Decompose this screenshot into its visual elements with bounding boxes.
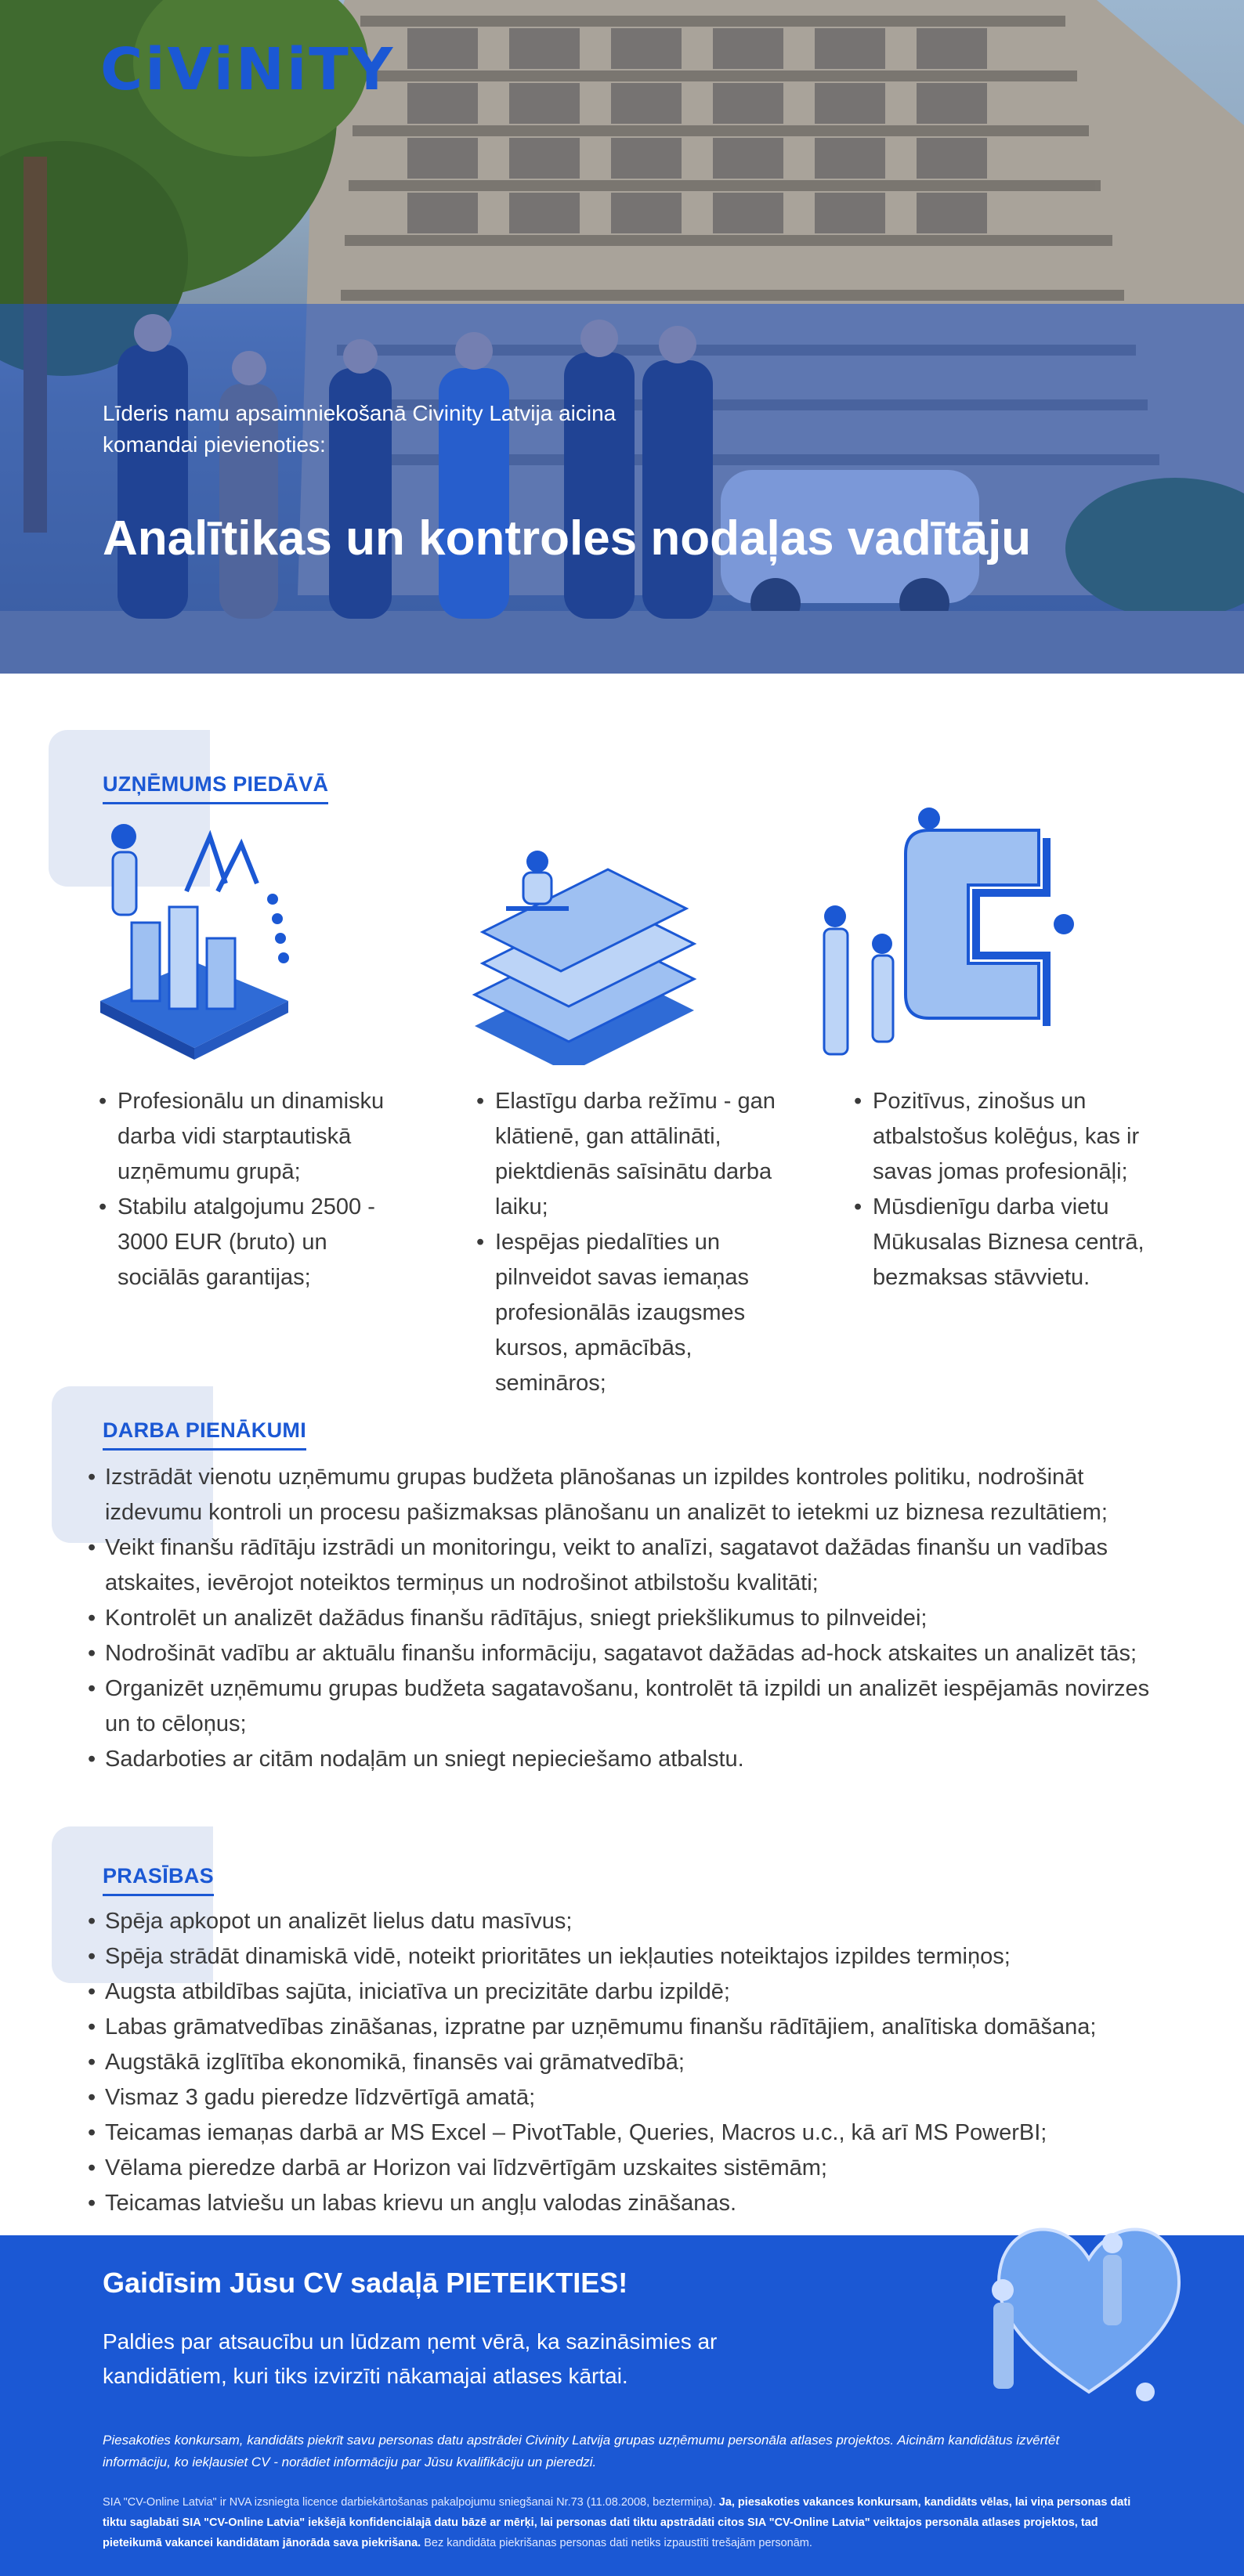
hero-intro-text: Līderis namu apsaimniekošanā Civinity Latvija aicina komandai pievienoties:	[103, 401, 617, 457]
list-item: • Organizēt uzņēmumu grupas budžeta sagatavošanu, kontrolēt tā izpildi un analizēt iespējamās novirzes un to cēloņus;	[88, 1671, 1153, 1742]
offer-item: • Profesionālu un dinamisku darba vidi starptautiskā uzņēmumu grupā;	[103, 1084, 409, 1190]
section-heading-offer: UZŅĒMUMS PIEDĀVĀ	[103, 772, 329, 796]
list-item: • Spēja strādāt dinamiskā vidē, noteikt prioritātes un iekļauties noteiktajos izpildes termiņos;	[88, 1939, 1153, 1974]
duties-list	[88, 1460, 1153, 1777]
list-item: • Augstākā izglītība ekonomikā, finansēs vai grāmatvedībā;	[88, 2045, 1153, 2080]
list-item: • Nodrošināt vadību ar aktuālu finanšu informāciju, sagatavot dažādas ad-hock atskaites un analizēt tās;	[88, 1636, 1153, 1671]
requirements-list	[88, 1904, 1153, 2221]
job-title: Analītikas un kontroles nodaļas vadītāju	[103, 511, 1032, 565]
list-item: • Veikt finanšu rādītāju izstrādi un monitoringu, veikt to analīzi, sagatavot dažādas finanšu un vadības atskaites, ievērojot noteiktos termiņus un nodrošinot atbilstošu kvalitāti;	[88, 1530, 1153, 1601]
list-item: • Teicamas iemaņas darbā ar MS Excel – PivotTable, Queries, Macros u.c., kā arī MS PowerBI;	[88, 2115, 1153, 2151]
hero-banner	[0, 0, 1244, 674]
list-item: • Augsta atbildības sajūta, iniciatīva un precizitāte darbu izpildē;	[88, 1974, 1153, 2010]
list-item: • Sadarboties ar citām nodaļām un sniegt nepieciešamo atbalstu.	[88, 1742, 1153, 1777]
hero-overlay-band	[0, 304, 1244, 674]
offer-item: • Mūsdienīgu darba vietu Mūkusalas Biznesa centrā, bezmaksas stāvvietu.	[859, 1190, 1180, 1295]
offer-column-2	[481, 1084, 802, 1401]
list-item: • Kontrolēt un analizēt dažādus finanšu rādītājus, sniegt priekšlikumus to pilnveidei;	[88, 1601, 1153, 1636]
books-reading-illustration-icon	[467, 846, 702, 1065]
offer-item: • Pozitīvus, zinošus un atbalstošus kolēģus, kas ir savas jomas profesionāļi;	[859, 1084, 1180, 1190]
list-item: • Vēlama pieredze darbā ar Horizon vai līdzvērtīgām uzskaites sistēmām;	[88, 2151, 1153, 2186]
offer-item: • Stabilu atalgojumu 2500 - 3000 EUR (bruto) un sociālās garantijas;	[103, 1190, 409, 1295]
legal-privacy-text: Bez kandidāta piekrišanas personas dati netiks izpaustīti trešajām personām.	[421, 2537, 812, 2549]
list-item: • Spēja apkopot un analizēt lielus datu masīvus;	[88, 1904, 1153, 1939]
cta-text: Paldies par atsaucību un lūdzam ņemt vērā, ka sazināsimies ar kandidātiem, kuri tiks izvirzīti nākamajai atlases kārtai.	[103, 2329, 718, 2388]
consent-note: Piesakoties konkursam, kandidāts piekrīt savu personas datu apstrādei Civinity Latvija grupas uzņēmumu personāla atlases projektos. Aicinām kandidātus izvērtēt informāciju, ko iekļausiet CV - norādiet informāciju par Jūsu kvalifikāciju un pieredzi.	[103, 2433, 1060, 2469]
growth-chart-illustration-icon	[92, 821, 296, 1064]
list-item: • Labas grāmatvedības zināšanas, izpratne par uzņēmumu finanšu rādītājiem, analītiska domāšana;	[88, 2010, 1153, 2045]
offer-item: • Iespējas piedalīties un pilnveidot savas iemaņas profesionālās izaugsmes kursos, apmācībās, semināros;	[481, 1225, 802, 1401]
legal-consent-text: Ja, piesakoties vakances konkursam, kandidāts vēlas, lai viņa personas dati tiktu saglabāti SIA "CV-Online Latvia" iekšējā konfidenciālajā datu bāzē ar mērķi, lai personas dati tiktu apstrādāti citos SIA "CV-Online Latvia" veiktajos personāla atlases projektos, tad pieteikumā vakancei kandidātam jānorāda sava piekrišana.	[103, 2496, 1131, 2549]
offer-column-3	[859, 1084, 1180, 1295]
legal-disclaimer	[103, 2492, 1152, 2553]
team-with-heart-illustration-icon	[971, 2188, 1206, 2423]
offer-column-1	[103, 1084, 409, 1295]
list-item: • Vismaz 3 gadu pieredze līdzvērtīgā amatā;	[88, 2080, 1153, 2115]
footer-cta	[0, 2235, 1244, 2576]
legal-license-text: SIA "CV-Online Latvia" ir NVA izsniegta licence darbiekārtošanas pakalpojumu sniegšanai Nr.73 (11.08.2008, beztermiņa).	[103, 2496, 719, 2509]
list-item: • Teicamas latviešu un labas krievu un angļu valodas zināšanas.	[88, 2186, 1153, 2221]
list-item: • Izstrādāt vienotu uzņēmumu grupas budžeta plānošanas un izpildes kontroles politiku, nodrošināt izdevumu kontroli un procesu pašizmaksas plānošanu un analizēt to ietekmi uz biznesa rezultātiem;	[88, 1460, 1153, 1530]
section-heading-requirements: PRASĪBAS	[103, 1864, 214, 1888]
team-letter-c-illustration-icon	[812, 799, 1086, 1065]
civinity-logo: CiViNiTY	[100, 36, 396, 103]
offer-item: • Elastīgu darba režīmu - gan klātienē, gan attālināti, piektdienās saīsinātu darba laiku;	[481, 1084, 802, 1225]
cta-title: Gaidīsim Jūsu CV sadaļā PIETEIKTIES!	[103, 2267, 628, 2299]
section-heading-duties: DARBA PIENĀKUMI	[103, 1418, 306, 1442]
